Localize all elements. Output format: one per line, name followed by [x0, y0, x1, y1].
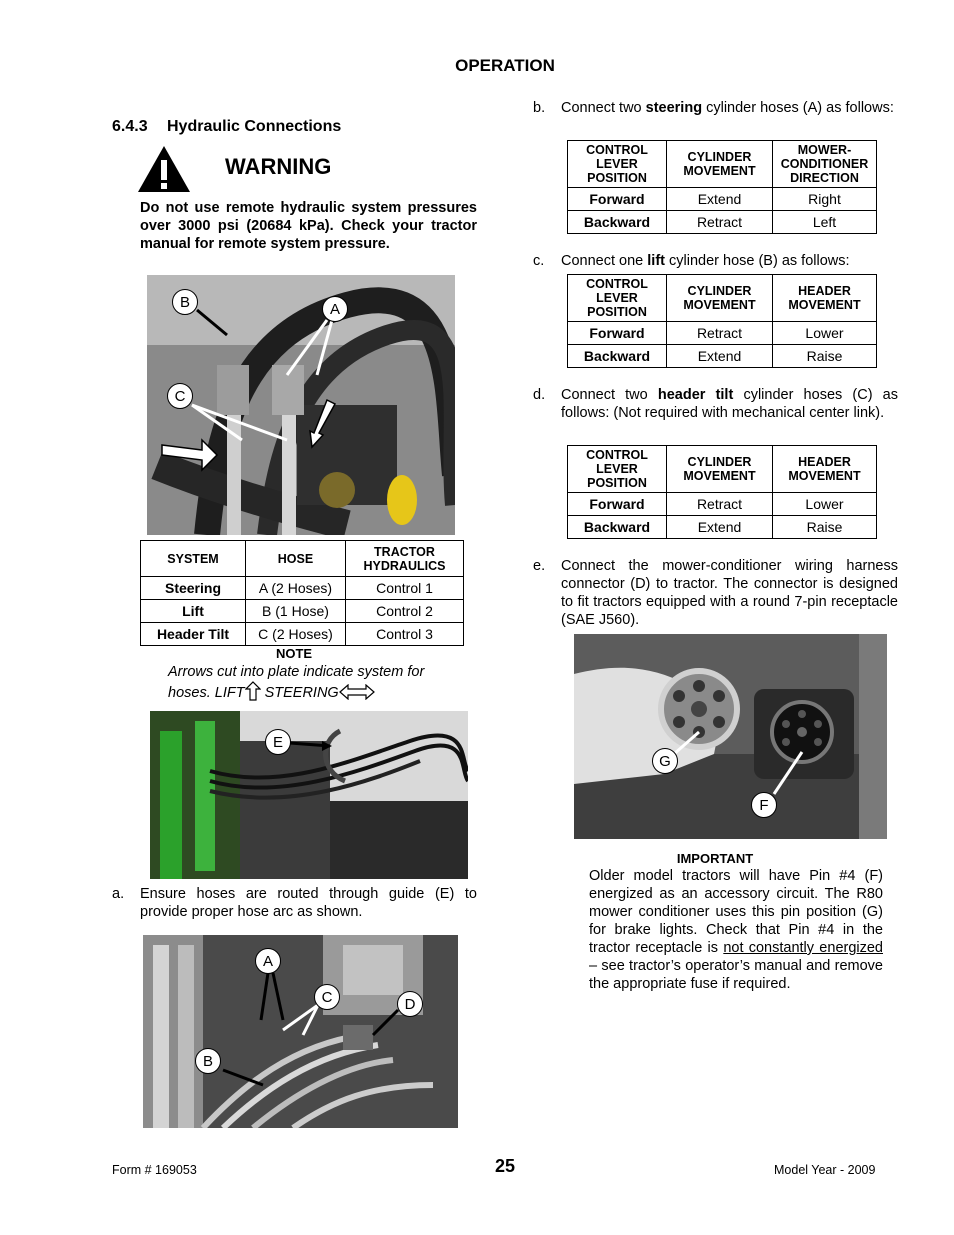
cell: Retract — [667, 322, 773, 345]
note-steering-text: STEERING — [260, 685, 339, 701]
text: cylinder hoses (A) as follows: — [702, 100, 894, 116]
cell: Header Tilt — [141, 623, 246, 646]
important-text — [589, 867, 883, 993]
callout-c: C — [167, 383, 193, 409]
cell: A (2 Hoses) — [246, 577, 346, 600]
cell: Steering — [141, 577, 246, 600]
step-d — [533, 386, 898, 442]
cell: Lift — [141, 600, 246, 623]
text: Connect one — [561, 253, 648, 269]
cell: Retract — [667, 211, 773, 234]
col-header: CONTROL LEVER POSITION — [568, 275, 667, 322]
callout-c: C — [314, 984, 340, 1010]
note-lift-text: hoses. LIFT — [168, 685, 245, 701]
cell: Raise — [773, 345, 877, 368]
left-right-arrow-icon — [339, 684, 375, 700]
page-number: 25 — [494, 1156, 516, 1176]
underlined-text: not constantly energized — [723, 940, 883, 956]
table-row — [568, 211, 877, 234]
note-title: NOTE — [275, 646, 313, 661]
cell: Raise — [773, 516, 877, 539]
table-row — [568, 345, 877, 368]
step-a-text: Ensure hoses are routed through guide (E) to provide proper hose arc as shown. — [140, 886, 477, 920]
text: – see tractor’s operator’s manual and remove the appropriate fuse if required. — [589, 958, 883, 992]
table-row — [568, 188, 877, 211]
hydraulic-hoses-photo — [147, 275, 455, 535]
important-title: IMPORTANT — [676, 851, 754, 866]
col-header: CONTROL LEVER POSITION — [568, 446, 667, 493]
step-a-label: a. — [112, 886, 125, 902]
cell: Forward — [568, 322, 667, 345]
steering-table — [567, 140, 877, 234]
text: cylinder hoses (C) as follows: (Not required with mechanical center link). — [561, 387, 898, 421]
cell: Backward — [568, 211, 667, 234]
table-row — [568, 516, 877, 539]
col-header: MOWER-CONDITIONER DIRECTION — [773, 141, 877, 188]
callout-f: F — [751, 792, 777, 818]
step-e-text: Connect the mower-conditioner wiring harness connector (D) to tractor. The connector is designed to fit tractors equipped with a round 7-pin receptacle (SAE J560). — [561, 558, 898, 628]
step-c-label: c. — [533, 253, 545, 269]
hose-connections-photo — [143, 935, 458, 1128]
bold-text: lift — [647, 253, 665, 269]
col-header-tractor-hydraulics: TRACTOR HYDRAULICS — [346, 541, 464, 577]
note-text — [168, 663, 468, 702]
warning-text: Do not use remote hydraulic system pressures over 3000 psi (20684 kPa). Check your tractor manual for remote system pressure. — [140, 200, 477, 252]
warning-title: WARNING — [225, 154, 332, 179]
wiring-connector-photo — [574, 634, 887, 839]
cell: Extend — [667, 345, 773, 368]
callout-b: B — [172, 289, 198, 315]
callout-d: D — [397, 991, 423, 1017]
bold-text: steering — [645, 100, 703, 116]
cell: Control 1 — [346, 577, 464, 600]
bold-text: header tilt — [657, 387, 734, 403]
col-header: CONTROL LEVER POSITION — [568, 141, 667, 188]
page-header: OPERATION — [455, 56, 555, 75]
table-row — [568, 322, 877, 345]
cell: Control 2 — [346, 600, 464, 623]
step-a — [112, 885, 477, 925]
cell: Forward — [568, 493, 667, 516]
cell: Right — [773, 188, 877, 211]
text: Connect two — [561, 387, 658, 403]
step-d-text — [561, 386, 898, 422]
col-header: HEADER MOVEMENT — [773, 446, 877, 493]
cell: Extend — [667, 188, 773, 211]
note-line-1: Arrows cut into plate indicate system for — [168, 664, 425, 680]
cell: Backward — [568, 345, 667, 368]
step-c-text — [561, 252, 901, 270]
table-row — [141, 577, 464, 600]
text: Connect two — [561, 100, 646, 116]
model-year: Model Year - 2009 — [774, 1163, 876, 1177]
up-arrow-icon — [245, 681, 261, 701]
section-number: 6.4.3 — [112, 118, 148, 135]
text: cylinder hose (B) as follows: — [664, 253, 850, 269]
step-b-text — [561, 99, 898, 117]
col-header: HEADER MOVEMENT — [773, 275, 877, 322]
form-number: Form # 169053 — [112, 1163, 197, 1177]
step-c — [533, 252, 898, 272]
cell: C (2 Hoses) — [246, 623, 346, 646]
table-row — [141, 600, 464, 623]
hose-guide-photo — [150, 711, 468, 879]
col-header: CYLINDER MOVEMENT — [667, 275, 773, 322]
section-title: Hydraulic Connections — [167, 118, 342, 135]
callout-e: E — [265, 729, 291, 755]
warning-icon — [136, 144, 192, 199]
table-row — [568, 493, 877, 516]
callout-b: B — [195, 1048, 221, 1074]
cell: Forward — [568, 188, 667, 211]
section-heading — [112, 118, 341, 136]
table-row — [141, 623, 464, 646]
step-d-label: d. — [533, 387, 546, 403]
col-header: CYLINDER MOVEMENT — [667, 446, 773, 493]
step-e-label: e. — [533, 558, 546, 574]
text: Older model tractors will have Pin #4 (F) energized as an accessory circuit. The R80 mower conditioner uses this pin position (G) for brake lights. Check that Pin #4 in the tractor receptacle is — [589, 868, 883, 956]
step-b-label: b. — [533, 100, 546, 116]
col-header: CYLINDER MOVEMENT — [667, 141, 773, 188]
callout-a: A — [255, 948, 281, 974]
cell: Lower — [773, 493, 877, 516]
callout-g: G — [652, 748, 678, 774]
note-line-2 — [168, 681, 468, 702]
header-tilt-table — [567, 445, 877, 539]
step-b — [533, 99, 898, 139]
callout-a: A — [322, 296, 348, 322]
col-header-system: SYSTEM — [141, 541, 246, 577]
cell: Control 3 — [346, 623, 464, 646]
cell: Extend — [667, 516, 773, 539]
col-header-hose: HOSE — [246, 541, 346, 577]
cell: Left — [773, 211, 877, 234]
lift-table — [567, 274, 877, 368]
step-e — [533, 557, 898, 631]
system-hose-table — [140, 540, 464, 646]
cell: Lower — [773, 322, 877, 345]
cell: Retract — [667, 493, 773, 516]
cell: B (1 Hose) — [246, 600, 346, 623]
cell: Backward — [568, 516, 667, 539]
